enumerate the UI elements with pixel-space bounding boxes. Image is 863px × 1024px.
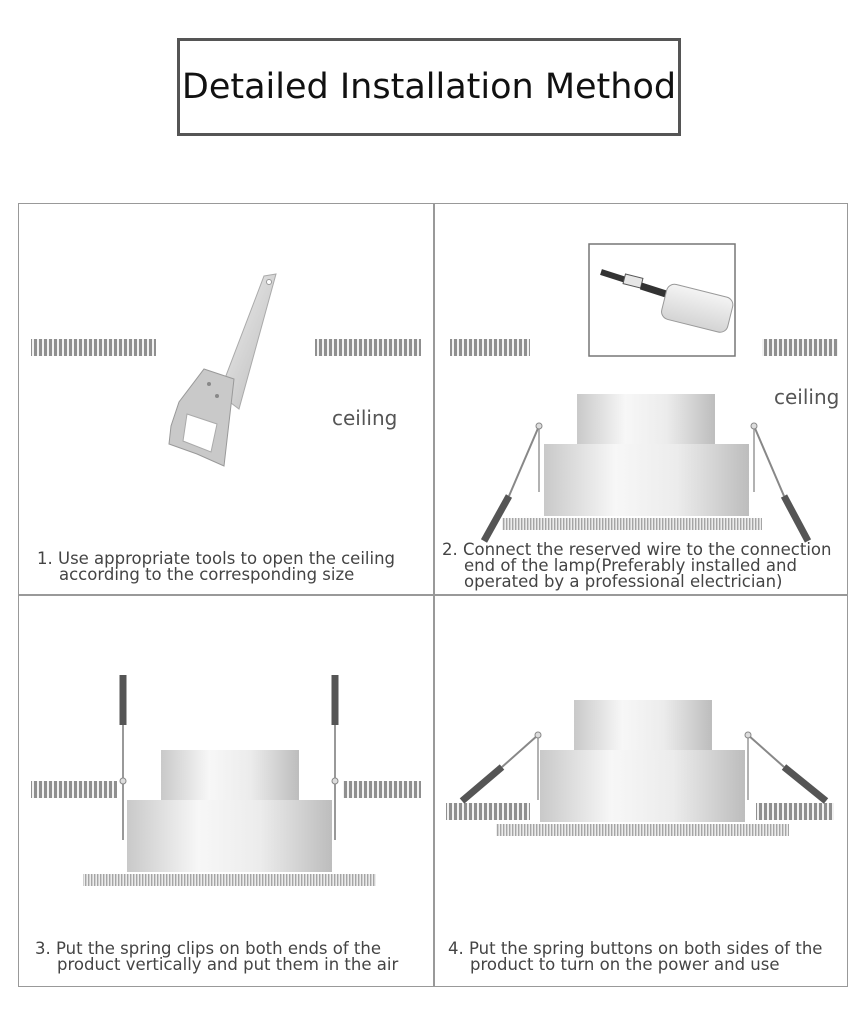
wire-connector-inset — [589, 244, 735, 356]
step-2-line-2: end of the lamp(Preferably installed and — [464, 556, 797, 575]
ceiling-hatch-left — [31, 339, 156, 356]
step-1-line-2: according to the corresponding size — [59, 565, 355, 584]
step-3-line-2: product vertically and put them in the air — [57, 955, 399, 974]
instruction-grid — [18, 203, 848, 987]
step-1-line-1: 1. Use appropriate tools to open the ceiling — [37, 549, 395, 568]
step-1-illustration — [19, 204, 433, 594]
step-4-line-1: 4. Put the spring buttons on both sides of the — [448, 939, 823, 958]
downlight-icon — [502, 394, 762, 530]
step-4-line-2: product to turn on the power and use — [470, 955, 780, 974]
step-panel-2 — [434, 204, 848, 594]
step-3-illustration — [19, 595, 433, 987]
downlight-icon — [496, 700, 789, 836]
step-2-caption — [442, 542, 831, 590]
ceiling-hatch-left — [446, 803, 530, 820]
step-2-line-1: 2. Connect the reserved wire to the connection — [442, 540, 832, 559]
step-panel-4 — [434, 595, 848, 987]
page-title: Detailed Installation Method — [181, 67, 677, 107]
downlight-icon — [83, 750, 376, 886]
step-panel-1 — [19, 204, 433, 594]
step-3-caption — [35, 941, 398, 973]
ceiling-label-1: ceiling — [332, 406, 398, 430]
ceiling-hatch-right — [315, 339, 421, 356]
ceiling-hatch-right — [762, 339, 838, 356]
ceiling-hatch-left — [450, 339, 530, 356]
step-2-line-3: operated by a professional electrician) — [464, 572, 783, 591]
step-4-caption — [448, 941, 822, 973]
hand-saw-icon — [169, 274, 276, 466]
ceiling-hatch-right — [756, 803, 834, 820]
step-4-illustration — [434, 595, 848, 987]
ceiling-hatch-right — [343, 781, 421, 798]
step-3-line-1: 3. Put the spring clips on both ends of the — [35, 939, 382, 958]
ceiling-label-2: ceiling — [774, 385, 840, 409]
step-panel-3 — [19, 595, 433, 987]
step-1-caption — [37, 551, 395, 583]
ceiling-hatch-left — [31, 781, 117, 798]
title-box — [177, 38, 681, 136]
